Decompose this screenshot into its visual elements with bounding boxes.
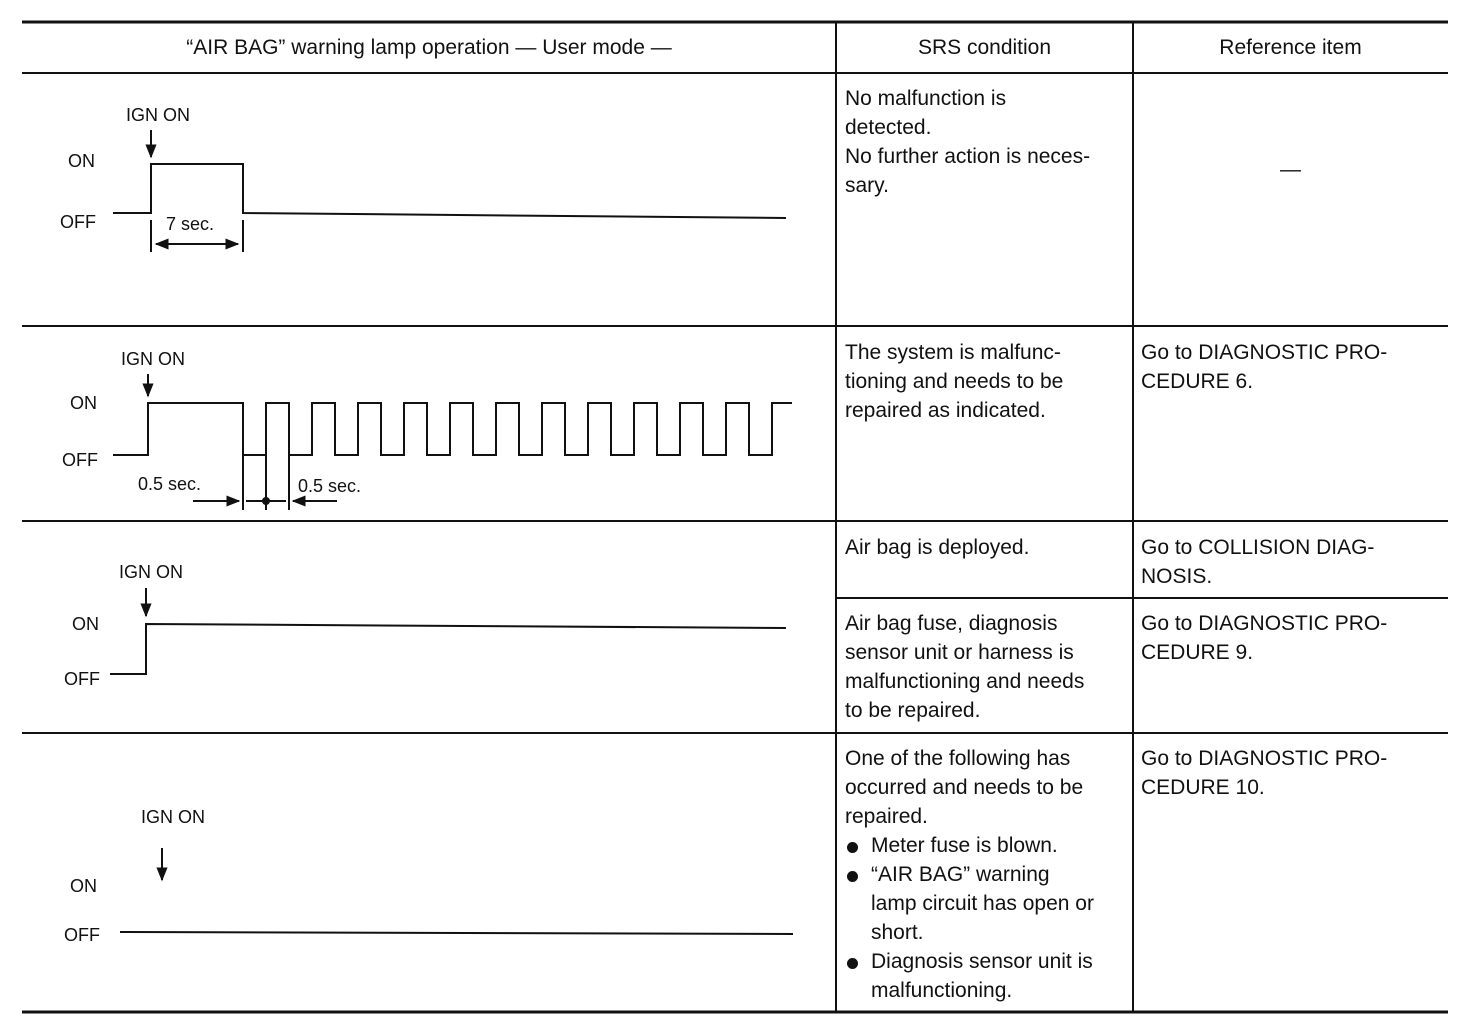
off-label: OFF	[64, 925, 100, 945]
srs-condition-row1: No malfunction is detected. No further action is neces- sary.	[845, 87, 1091, 197]
srs-condition-row3b: Air bag fuse, diagnosis sensor unit or harness is malfunctioning and needs to be repaired.	[845, 612, 1085, 722]
on-label: ON	[68, 151, 95, 171]
reference-row1: —	[1280, 158, 1301, 181]
list-item: “AIR BAG” warning lamp circuit has open or short.	[845, 860, 1094, 947]
off-label: OFF	[60, 212, 96, 232]
on-label: ON	[70, 876, 97, 896]
off-label: OFF	[64, 669, 100, 689]
reference-row3b: Go to DIAGNOSTIC PRO- CEDURE 9.	[1141, 612, 1388, 664]
reference-row2: Go to DIAGNOSTIC PRO- CEDURE 6.	[1141, 341, 1388, 393]
off-label: OFF	[62, 450, 98, 470]
waveform-row2	[113, 374, 792, 510]
column-header-srs-condition: SRS condition	[917, 36, 1052, 59]
srs-condition-row2: The system is malfunc- tioning and needs to be repaired as indicated.	[845, 341, 1064, 422]
ign-on-label: IGN ON	[126, 105, 191, 125]
ign-on-label: IGN ON	[141, 807, 206, 827]
ign-on-label: IGN ON	[119, 562, 184, 582]
reference-row4: Go to DIAGNOSTIC PRO- CEDURE 10.	[1141, 747, 1388, 799]
waveform-row4	[120, 848, 793, 934]
list-item: Meter fuse is blown.	[845, 831, 1094, 860]
column-header-operation: “AIR BAG” warning lamp operation — User mode —	[186, 36, 672, 59]
timing-label-left: 0.5 sec.	[138, 474, 202, 494]
srs-condition-row3a: Air bag is deployed.	[845, 536, 1030, 559]
timing-label-right: 0.5 sec.	[298, 476, 362, 496]
timing-label: 7 sec.	[166, 214, 215, 234]
condition-bullet-list	[845, 831, 1094, 1005]
srs-condition-row4: One of the following has occurred and needs to be repaired. Meter fuse is blown. “AIR BAG” warning lamp circuit has open or short. Diagnosis sensor unit is malfunctioning.	[845, 744, 1094, 1005]
ign-on-label: IGN ON	[121, 349, 186, 369]
reference-row3a: Go to COLLISION DIAG- NOSIS.	[1141, 536, 1375, 588]
on-label: ON	[70, 393, 97, 413]
column-header-reference: Reference item	[1219, 36, 1362, 59]
on-label: ON	[72, 614, 99, 634]
list-item: Diagnosis sensor unit is malfunctioning.	[845, 947, 1094, 1005]
waveform-row3	[110, 588, 786, 674]
